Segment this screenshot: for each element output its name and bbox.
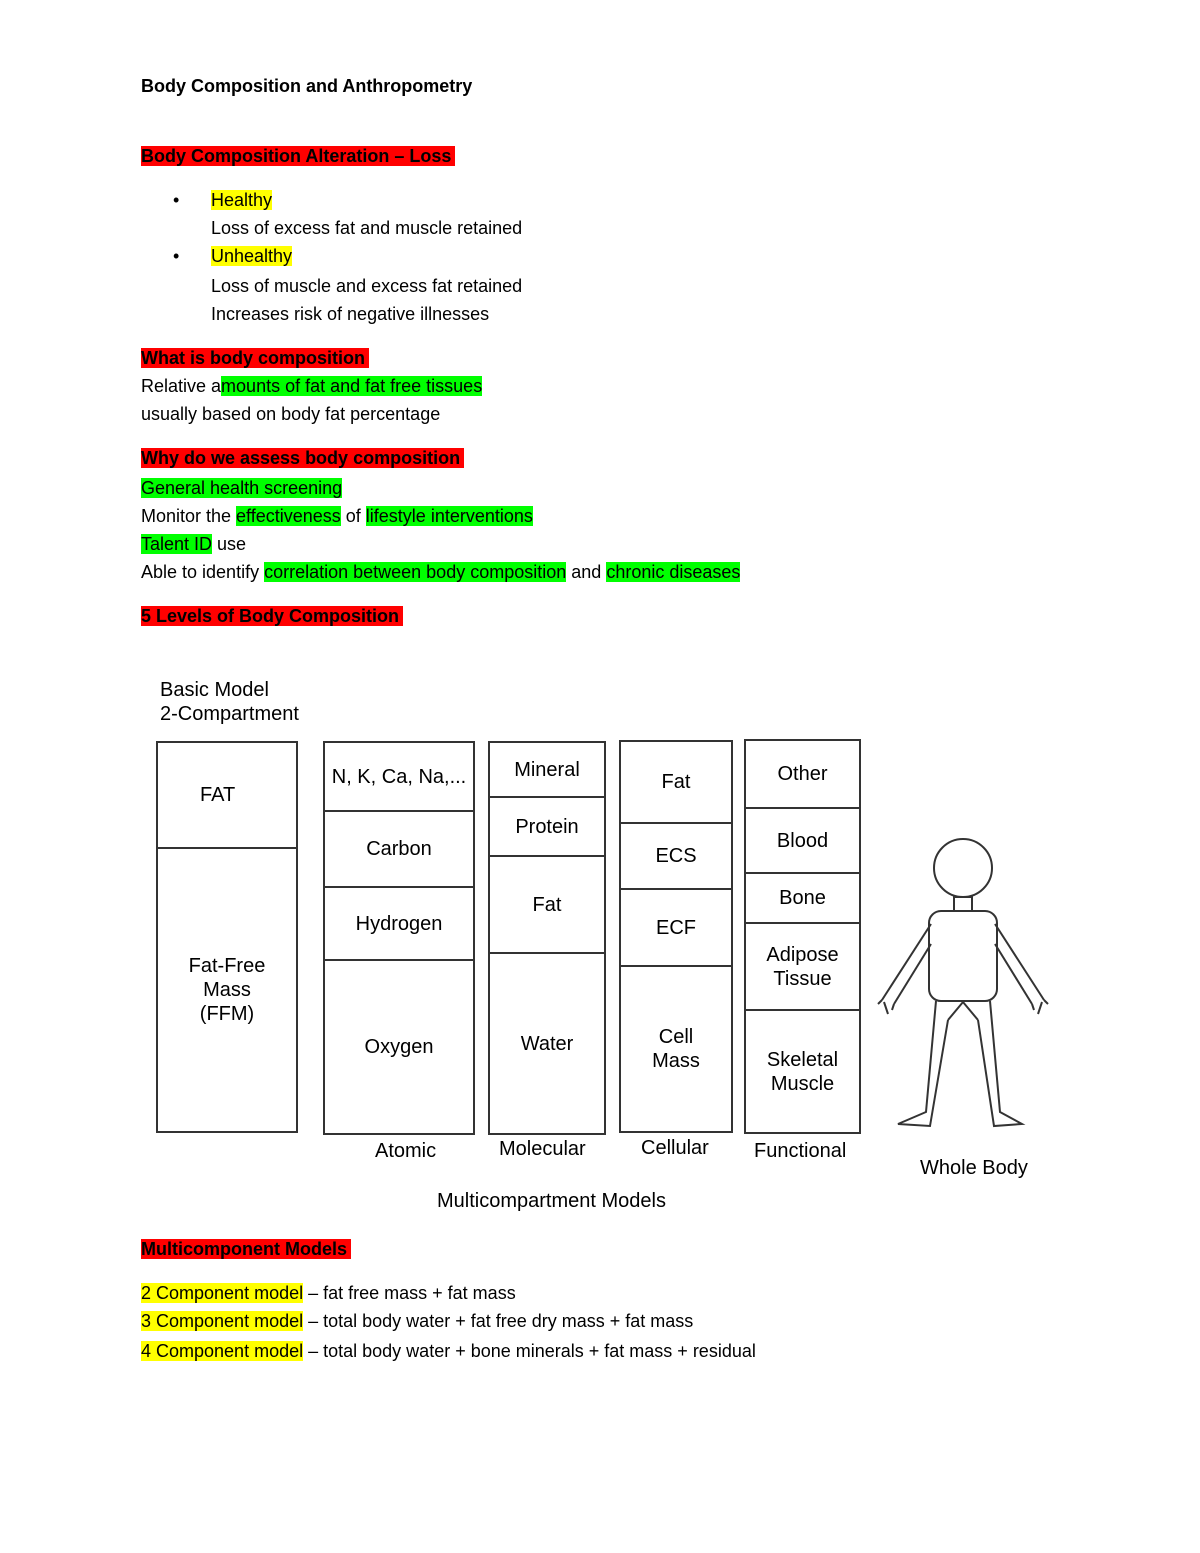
segment-cellular-fat: Fat [621,742,731,824]
why-line-4-highlight-1: correlation between body composition [264,562,567,582]
segment-oxygen: Oxygen [364,1036,434,1058]
why-line-2-highlight-2: lifestyle interventions [365,506,533,526]
desc-unhealthy-2: Increases risk of negative illnesses [211,304,490,324]
segment-water: Water [520,1032,574,1055]
segment-adipose-tissue: Adipose Tissue [746,924,859,1011]
two-compartment-label: 2-Compartment [160,703,299,725]
bullet-healthy: • [173,190,180,210]
segment-protein: Protein [490,798,604,857]
why-line-4-highlight-2: chronic diseases [606,562,741,582]
multicompartment-diagram [150,672,1070,1222]
column-cellular [619,740,733,1133]
model-3-desc: – total body water + fat free dry mass + fat mass [303,1311,694,1331]
heading-what-is [141,346,369,370]
heading-why [141,446,464,470]
heading-multicomponent-text: Multicomponent Models [141,1239,351,1259]
column-two-compartment [156,741,298,1133]
label-cellular: Cellular [641,1137,709,1159]
label-unhealthy-text: Unhealthy [211,246,293,266]
bullet-unhealthy: • [173,246,180,266]
model-2-desc: – fat free mass + fat mass [303,1283,516,1303]
desc-healthy: Loss of excess fat and muscle retained [211,218,523,238]
model-3-line [141,1309,693,1333]
segment-ecs: ECS [621,824,731,890]
segment-fat-free-mass: Fat-Free Mass (FFM) [188,955,266,1025]
why-line-3 [141,532,246,556]
column-functional [744,739,861,1134]
why-line-4 [141,560,740,584]
why-line-3-highlight: Talent ID [141,534,213,554]
segment-blood: Blood [746,809,859,874]
segment-elements: N, K, Ca, Na,... [325,743,473,812]
why-line-2-highlight-1: effectiveness [236,506,341,526]
segment-carbon: Carbon [325,812,473,888]
label-whole-body: Whole Body [920,1157,1028,1179]
label-atomic: Atomic [375,1140,437,1162]
model-2-line [141,1281,516,1305]
segment-mineral: Mineral [490,743,604,798]
column-atomic [323,741,475,1135]
segment-bone: Bone [746,874,859,924]
why-line-4-a: Able to identify [141,562,265,582]
model-4-line [141,1339,756,1363]
basic-model-label: Basic Model [160,679,269,701]
model-2-label: 2 Component model [141,1283,304,1303]
segment-fat: FAT [158,743,296,849]
segment-ecf: ECF [621,890,731,967]
segment-cell-mass: Cell Mass [652,1026,700,1072]
heading-alteration-loss [141,144,455,168]
whole-body-figure-icon [874,832,1060,1132]
segment-other: Other [746,741,859,809]
model-3-label: 3 Component model [141,1311,304,1331]
segment-skeletal-muscle: Skeletal Muscle [766,1048,839,1095]
heading-multicomponent [141,1237,351,1261]
document-title: Body Composition and Anthropometry [141,76,473,96]
what-line-1-highlight: mounts of fat and fat free tissues [221,376,483,396]
why-line-2-b: of [340,506,366,526]
segment-hydrogen: Hydrogen [325,888,473,961]
heading-levels [141,604,403,628]
why-line-2 [141,504,533,528]
what-line-1-plain: Relative a [141,376,222,396]
column-molecular [488,741,606,1135]
what-line-2: usually based on body fat percentage [141,404,441,424]
label-healthy-text: Healthy [211,190,273,210]
what-line-1 [141,374,482,398]
heading-levels-text: 5 Levels of Body Composition [141,606,403,626]
why-line-1-highlight: General health screening [141,478,343,498]
label-unhealthy [211,244,292,268]
why-line-1 [141,476,342,500]
heading-why-text: Why do we assess body composition [141,448,464,468]
model-4-desc: – total body water + bone minerals + fat mass + residual [303,1341,756,1361]
label-functional: Functional [754,1140,847,1162]
label-healthy [211,188,272,212]
label-molecular: Molecular [499,1138,586,1160]
diagram-caption: Multicompartment Models [437,1190,666,1212]
desc-unhealthy-1: Loss of muscle and excess fat retained [211,276,523,296]
segment-molecular-fat: Fat [490,857,604,954]
heading-what-is-text: What is body composition [141,348,369,368]
model-4-label: 4 Component model [141,1341,304,1361]
why-line-3-b: use [212,534,247,554]
why-line-2-a: Monitor the [141,506,237,526]
heading-alteration-loss-text: Body Composition Alteration – Loss [141,146,455,166]
why-line-4-b: and [566,562,607,582]
